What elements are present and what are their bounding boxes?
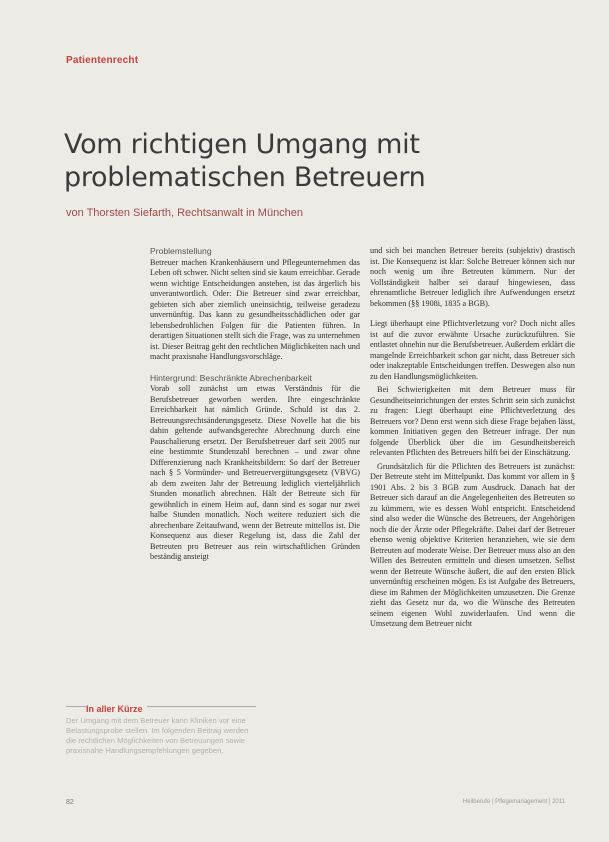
article-title: Vom richtigen Umgang mit problematischen Betreuern <box>64 129 426 193</box>
paragraph: Betreuer machen Krankenhäusern und Pflegeunternehmen das Leben oft schwer. Nicht selten sind sie kaum erreichbar. Gerade wenn wichtige Entscheidungen anstehen, ist das ärgerlich bis unverantwortlich. Oder: Die Betreuer sind zwar erreichbar, gebieten sich aber ziemlich uneinsichtig, teilweise geradezu unvernünftig. Das kann zu gesundheitsschädlichen oder gar lebensbedrohlichen Folgen für die Patienten führen. In derartigen Situationen stellt sich die Frage, was zu unternehmen ist. Dieser Beitrag geht den rechtlichen Möglichkeiten nach und macht praxisnahe Handlungsvorschläge. <box>150 257 360 361</box>
subheading-problem: Problemstellung <box>150 246 212 256</box>
text-column-left <box>150 246 360 566</box>
paragraph: Bei Schwierigkeiten mit dem Betreuer muss für Gesundheitseinrichtungen der erstes Schritt sein sich zunächst zu fragen: Liegt überhaupt eine Pflichtverletzung des Betreuers vor? Denn erst wenn sich diese Frage bejahen lässt, kommen Initiativen gegen den Betreuer infrage. Der nun folgende Überblick über die im Gesundheitsbereich relevanten Pflichten des Betreuers hilft bei der Einschätzung. <box>370 385 575 457</box>
paragraph: Liegt überhaupt eine Pflichtverletzung vor? Doch nicht alles ist auf die zuvor erwähnte Ursache zurückzuführen. Sie entlastet ohnehin nur die Berufsbetreuer. Außerdem erklärt die mangelnde Erreichbarkeit schon gar nicht, dass Betreuer sich oder inakzeptable Entscheidungen treffen. Deswegen also nun zu den Handlungsmöglichkeiten. <box>370 319 575 381</box>
summary-box-text: Der Umgang mit dem Betreuer kann Kliniken vor eine Belastungsprobe stellen. Im folgenden Beitrag werden die rechtlichen Möglichkeiten von Betreuungen sowie praxisnahe Handlungsempfehlungen gegeben. <box>66 716 249 755</box>
byline: von Thorsten Siefarth, Rechtsanwalt in München <box>66 207 304 219</box>
text-column-right <box>370 246 575 633</box>
section-label: Patientenrecht <box>66 55 139 66</box>
footer-journal: Heilberufe | Pflegemanagement | 2011 <box>462 799 565 805</box>
paragraph: Grundsätzlich für die Pflichten des Betreuers ist zunächst: Der Betreute steht im Mittelpunkt. Das kommt vor allem in § 1901 Abs. 2 bis 3 BGB zum Ausdruck. Danach hat der Betreuer sich darauf an die Angelegenheiten des Betreuten so zu kümmern, wie es dessen Wohl entspricht. Entscheidend sind also weder die Wünsche des Betreuers, der Angehörigen noch die der Ärzte oder Pflegekräfte. Dabei darf der Betreuer ebenso wenig objektive Kriterien heranziehen, wie sie dem Betreuten auf moderate Weise. Der Betreuer muss also an den Willen des Betreuten ermitteln und diesen umsetzen. Selbst wenn der Betreute Wünsche äußert, die auf den ersten Blick unvernünftig erscheinen mögen. Es ist Aufgabe des Betreuers, diese im Rahmen der Möglichkeiten umzusetzen. Die Grenze zieht das Gesetz nur da, wo die Wünsche des Betreuten seinem eigenen Wohl zuwiderlaufen. Und wenn die Umsetzung dem Betreuer nicht <box>370 461 575 628</box>
summary-box-header <box>66 699 256 714</box>
subheading-background: Hintergrund: Beschränkte Abrechenbarkeit <box>150 372 312 383</box>
page-number: 82 <box>66 799 74 806</box>
paragraph: Vorab soll zunächst um etwas Verständnis für die Berufsbetreuer geworben werden. Ihre eingeschränkte Erreichbarkeit hat nämlich Gründe. Schuld ist das 2. Betreuungsrechtsänderungsgesetz. Diese Novelle hat die bis dahin geltende aufwandsgerechte Abrechnung durch eine Pauschalierung ersetzt. Der Berufsbetreuer darf seit 2005 nur eine bestimmte Stundenzahl berechnen – und zwar ohne Differenzierung nach Krankheitsbildern: So darf der Betreuer nach § 5 Vormünder- und Betreuervergütungsgesetz (VBVG) ab dem zweiten Jahr der Betreuung lediglich vierteljährlich Stunden monatlich abrechnen. Hält der Betreute sich für gewöhnlich in einem Heim auf, dann sind es sogar nur zwei halbe Stunden monatlich. Noch weitere reduziert sich die abrechenbare Zeitaufwand, wenn der Betreute mittellos ist. Die Konsequenz aus dieser Regelung ist, dass die Zahl der Betreuten pro Betreuer aus rein wirtschaftlichen Gründen beständig ansteigt <box>150 384 360 561</box>
summary-box-title: In aller Kürze <box>86 704 147 714</box>
paragraph: und sich bei manchen Betreuer bereits (subjektiv) drastisch ist. Die Konsequenz ist klar: Solche Betreuer können sich nur noch wenig um ihre Betreuten kümmern. Nur der Vollständigkeit halber sei darauf hingewiesen, dass ehrenamtliche Betreuer lediglich ihre Aufwendungen ersetzt bekommen (§§ 1908i, 1835 a BGB). <box>370 246 575 308</box>
